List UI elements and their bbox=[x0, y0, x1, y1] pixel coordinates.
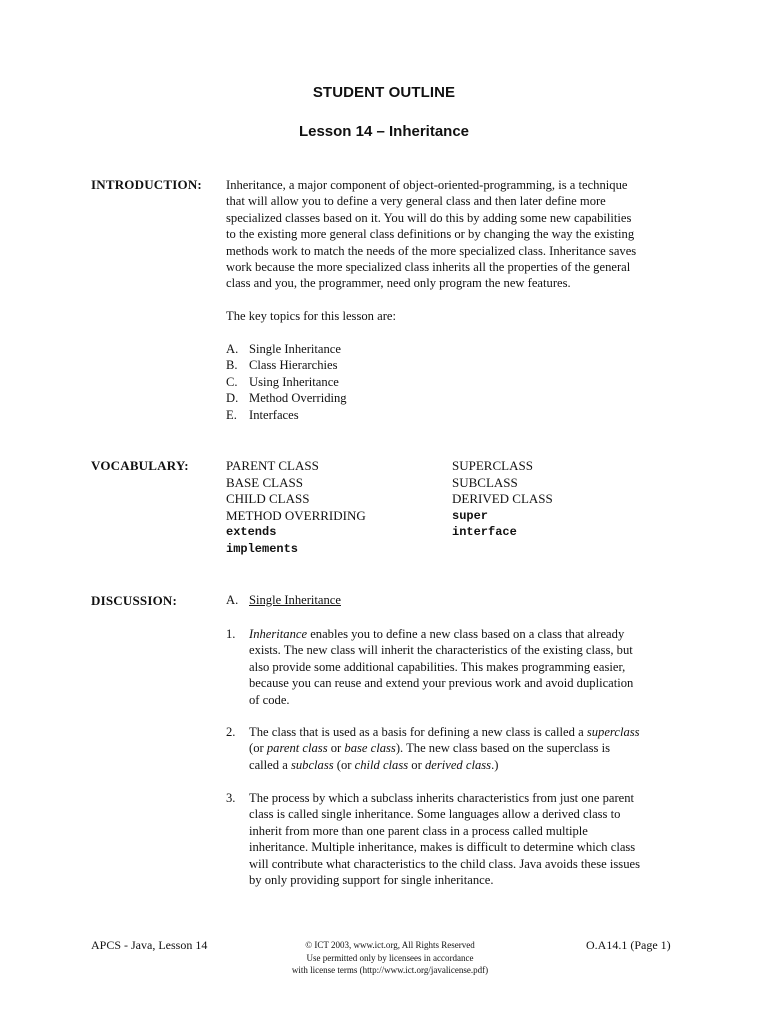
introduction-label: INTRODUCTION: bbox=[91, 177, 202, 192]
term-base-class: base class bbox=[344, 741, 396, 756]
introduction-text bbox=[226, 177, 682, 292]
paragraph-fragment: (or bbox=[333, 757, 355, 772]
topic-text: Method Overriding bbox=[249, 391, 347, 406]
paragraph-text bbox=[249, 790, 686, 888]
topic-list bbox=[226, 341, 347, 423]
paragraph-text bbox=[249, 724, 686, 773]
discussion-label: DISCUSSION: bbox=[91, 593, 178, 608]
paragraph-fragment: (or bbox=[249, 741, 267, 756]
paragraph-fragment: called a bbox=[249, 757, 291, 772]
vocab-keyword: super bbox=[452, 508, 489, 523]
subheading-title: Single Inheritance bbox=[249, 593, 341, 607]
term-subclass: subclass bbox=[290, 757, 334, 772]
vocab-keyword: implements bbox=[226, 541, 299, 556]
term-inheritance: Inheritance bbox=[249, 627, 308, 641]
topic-letter: D. bbox=[226, 391, 239, 406]
topic-text: Class Hierarchies bbox=[249, 358, 338, 373]
paragraph-fragment: or bbox=[327, 741, 345, 756]
topic-item bbox=[226, 341, 347, 357]
paragraph-line: class is called single inheritance. Some languages allow a derived class to bbox=[249, 807, 621, 822]
intro-line: specialized classes based on it. You will do this by adding some new capabilities bbox=[226, 210, 632, 225]
paragraph-line: by only providing support for single inheritance. bbox=[249, 873, 494, 888]
paragraph-fragment: enables you to define a new class based on a class that already bbox=[307, 627, 625, 641]
vocab-keyword: interface bbox=[452, 525, 517, 540]
intro-line: work because the more specialized class inherits all the properties of the general bbox=[226, 260, 631, 275]
term-parent-class: parent class bbox=[266, 741, 328, 756]
intro-line: that will allow you to define a very general class and then later define more bbox=[226, 194, 606, 209]
topic-text: Interfaces bbox=[249, 407, 299, 422]
paragraph-line bbox=[249, 757, 686, 773]
topic-item bbox=[226, 407, 347, 423]
discussion-paragraph-2 bbox=[226, 724, 686, 773]
footer-copyright bbox=[250, 939, 530, 977]
vocab-keyword: extends bbox=[226, 525, 277, 540]
page-title: STUDENT OUTLINE bbox=[312, 84, 456, 101]
paragraph-fragment: ). The new class based on the superclass is bbox=[395, 741, 610, 756]
topic-item bbox=[226, 390, 347, 406]
topic-item bbox=[226, 374, 347, 390]
copyright-line: with license terms (http://www.ict.org/javalicense.pdf) bbox=[291, 965, 489, 975]
footer-course: APCS - Java, Lesson 14 bbox=[91, 938, 208, 952]
lesson-title: Lesson 14 – Inheritance bbox=[298, 123, 470, 140]
paragraph-fragment: .) bbox=[491, 757, 499, 772]
subheading-letter: A. bbox=[226, 593, 239, 607]
vocab-term: METHOD OVERRIDING bbox=[226, 507, 366, 523]
vocab-term: SUBCLASS bbox=[452, 474, 518, 490]
copyright-line: © ICT 2003, www.ict.org, All Rights Reserved bbox=[305, 940, 475, 950]
paragraph-line: of code. bbox=[249, 692, 290, 707]
paragraph-line: inherit from more than one parent class in a process called multiple bbox=[249, 823, 588, 838]
intro-line: class and you, the programmer, need only program the new features. bbox=[226, 276, 571, 291]
vocabulary-label: VOCABULARY: bbox=[91, 458, 189, 473]
intro-line: to the existing more general class definitions or by changing the way the existing bbox=[226, 227, 635, 242]
paragraph-line bbox=[249, 626, 686, 642]
discussion-subheading bbox=[226, 593, 341, 608]
vocab-empty bbox=[452, 541, 652, 558]
copyright-line: Use permitted only by licensees in accordance bbox=[306, 952, 474, 963]
term-child-class: child class bbox=[354, 757, 409, 772]
term-derived-class: derived class bbox=[424, 757, 492, 772]
topic-letter: C. bbox=[226, 374, 238, 389]
paragraph-line: also provide some additional capabilities. This makes programming easier, bbox=[249, 659, 626, 674]
paragraph-line: The process by which a subclass inherits characteristics from just one parent bbox=[249, 791, 635, 805]
paragraph-fragment: The class that is used as a basis for defining a new class is called a bbox=[249, 725, 587, 739]
vocab-term: DERIVED CLASS bbox=[452, 491, 553, 507]
footer-page-number: O.A14.1 (Page 1) bbox=[586, 938, 671, 952]
topic-text: Single Inheritance bbox=[249, 342, 341, 356]
paragraph-fragment: or bbox=[408, 757, 425, 772]
vocabulary-grid bbox=[226, 458, 652, 558]
topic-letter: E. bbox=[226, 407, 237, 422]
topic-item bbox=[226, 357, 347, 373]
paragraph-line: because you can reuse and extend your previous work and avoid duplication bbox=[249, 676, 634, 691]
paragraph-text bbox=[249, 626, 686, 708]
paragraph-line: will contribute what characteristics to the child class. Java avoids these issues bbox=[249, 856, 640, 871]
topics-intro: The key topics for this lesson are: bbox=[226, 309, 396, 323]
term-superclass: superclass bbox=[586, 725, 640, 739]
intro-line: Inheritance, a major component of object-oriented-programming, is a technique bbox=[226, 178, 628, 192]
vocab-term: PARENT CLASS bbox=[226, 458, 319, 473]
paragraph-line: inheritance. Multiple inheritance, makes is difficult to determine which class bbox=[249, 840, 636, 855]
topic-letter: B. bbox=[226, 358, 238, 373]
paragraph-line: exists. The new class will inherit the characteristics of the existing class, but bbox=[249, 643, 633, 658]
discussion-paragraph-1 bbox=[226, 626, 686, 708]
paragraph-number: 1. bbox=[226, 627, 236, 641]
intro-line: methods work to match the needs of the more specialized class. Inheritance saves bbox=[226, 243, 637, 258]
topic-letter: A. bbox=[226, 342, 239, 356]
topic-text: Using Inheritance bbox=[249, 374, 339, 389]
paragraph-number: 3. bbox=[226, 791, 236, 805]
paragraph-line bbox=[249, 724, 686, 740]
vocab-term: BASE CLASS bbox=[226, 474, 303, 490]
vocab-term: SUPERCLASS bbox=[452, 458, 533, 473]
paragraph-number: 2. bbox=[226, 725, 236, 739]
paragraph-line bbox=[249, 740, 686, 756]
discussion-paragraph-3 bbox=[226, 790, 686, 888]
vocab-term: CHILD CLASS bbox=[226, 491, 310, 507]
